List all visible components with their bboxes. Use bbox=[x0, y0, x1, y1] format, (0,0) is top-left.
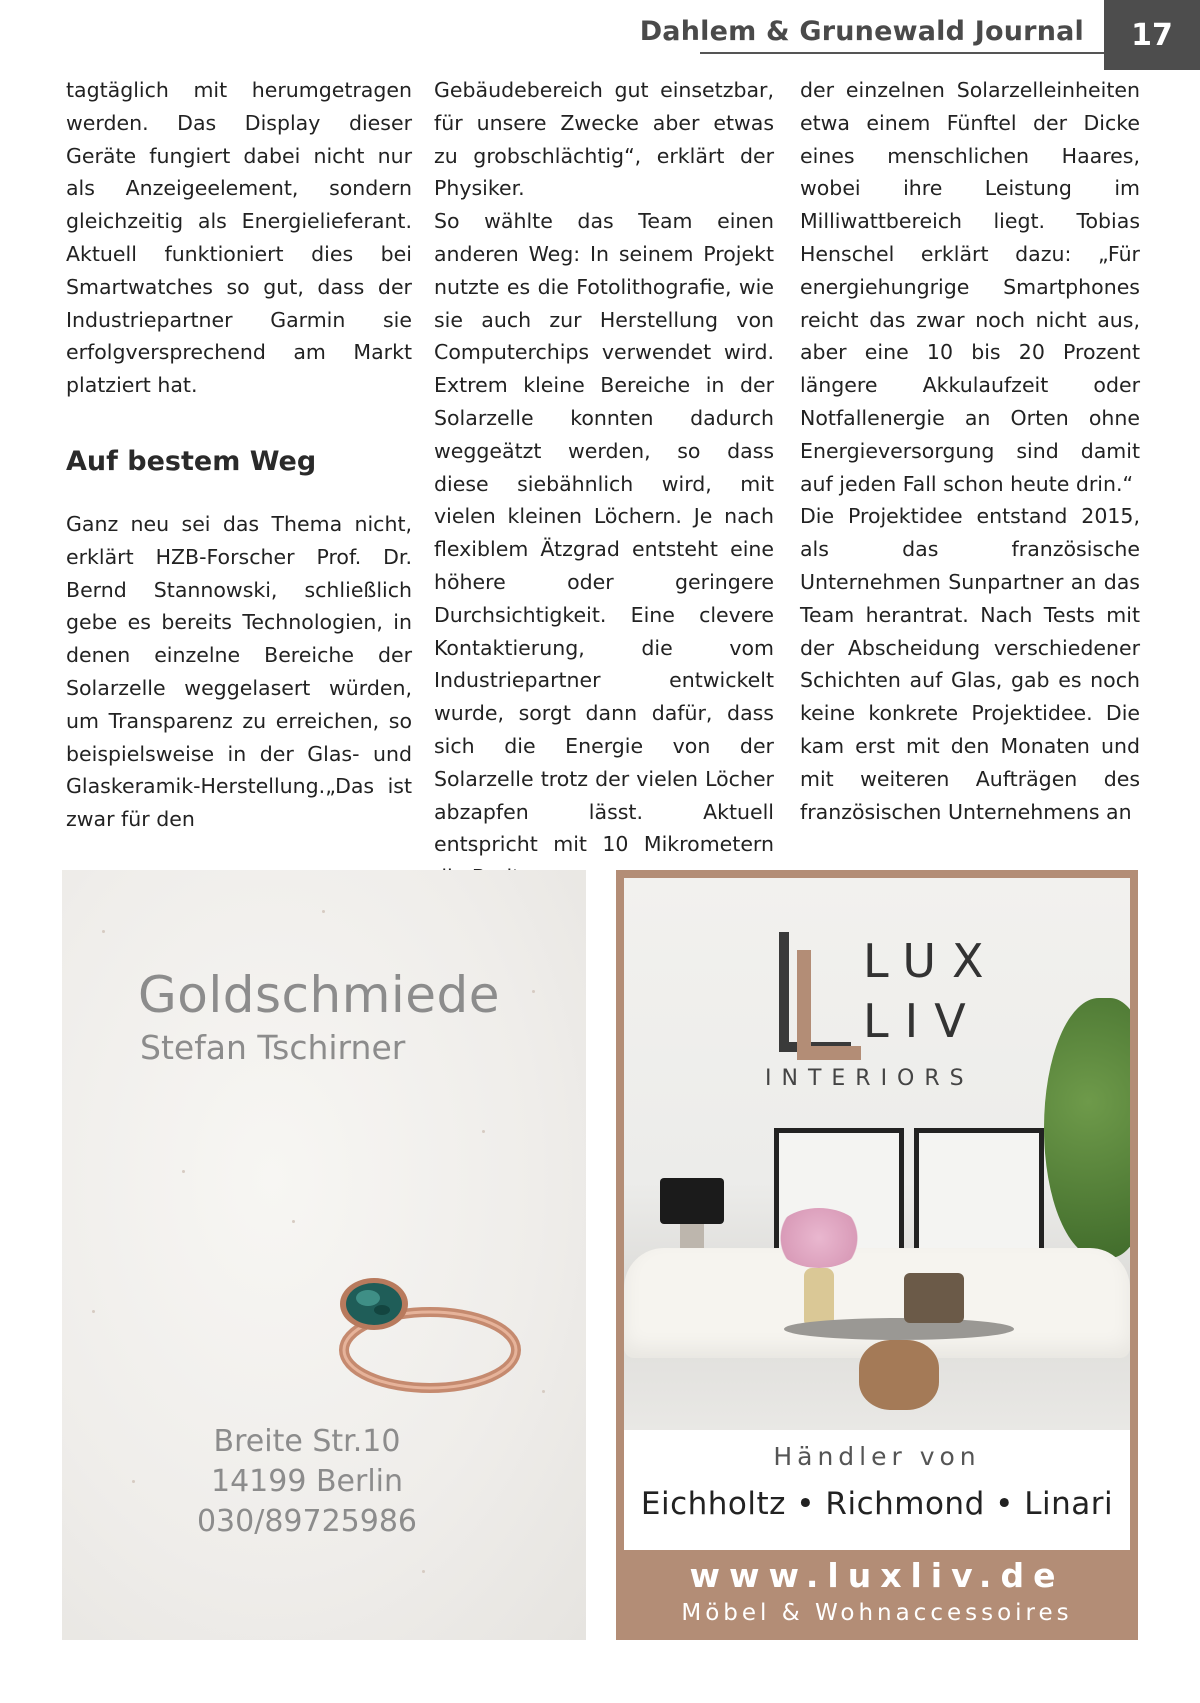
article-paragraph: Die Projektidee entstand 2015, als das französische Unternehmen Sunpartner an das Team herantrat. Nach Tests mit der Abscheidung verschiedener Schichten auf Glas, gab es noch keine konkrete Projektidee. Die kam erst mit den Monaten und mit weiteren Aufträgen des französischen Unternehmens an bbox=[800, 504, 1140, 824]
article-paragraph: der einzelnen Solarzelleinheiten etwa einem Fünftel der Dicke eines menschlichen Haares, wobei ihre Leistung im Milliwattbereich liegt. Tobias Henschel erklärt dazu: „Für energiehungrige Smartphones reicht das zwar noch nicht aus, aber eine 10 bis 20 Prozent längere Akkulaufzeit oder Notfallenergie an Orten ohne Energieversorgung sind damit auf jeden Fall schon heute drin.“ bbox=[800, 78, 1140, 496]
section-heading: Auf bestem Weg bbox=[66, 445, 317, 477]
phone-number: 030/89725986 bbox=[196, 1504, 418, 1539]
vase-icon bbox=[804, 1268, 834, 1328]
website-link[interactable]: www.luxliv.de bbox=[689, 1556, 1065, 1595]
decor-bowl bbox=[904, 1273, 964, 1323]
table-base bbox=[859, 1340, 939, 1410]
article-column-1 bbox=[66, 74, 412, 836]
decorative-speck bbox=[532, 990, 535, 993]
address-street: Breite Str.10 bbox=[213, 1424, 401, 1459]
goldschmiede-owner: Stefan Tschirner bbox=[140, 1028, 406, 1067]
decorative-speck bbox=[132, 1480, 135, 1483]
brand-list: Eichholtz • Richmond • Linari bbox=[640, 1486, 1114, 1522]
goldschmiede-title: Goldschmiede bbox=[138, 966, 501, 1024]
article-column-2 bbox=[434, 74, 774, 894]
decorative-speck bbox=[182, 1170, 185, 1173]
goldschmiede-advertisement bbox=[62, 870, 586, 1640]
logo-interiors: INTERIORS bbox=[765, 1066, 974, 1091]
decorative-speck bbox=[322, 910, 325, 913]
coffee-table bbox=[784, 1318, 1014, 1340]
luxliv-advertisement bbox=[616, 870, 1138, 1640]
journal-title: Dahlem & Grunewald Journal bbox=[639, 16, 1084, 47]
article-column-3 bbox=[800, 74, 1140, 828]
ring-image bbox=[312, 1264, 532, 1404]
decorative-speck bbox=[422, 1570, 425, 1573]
decorative-speck bbox=[292, 1220, 295, 1223]
logo-mark-inner bbox=[797, 950, 861, 1060]
decorative-speck bbox=[542, 1390, 545, 1393]
lamp-icon bbox=[660, 1178, 724, 1224]
header-divider bbox=[700, 52, 1104, 54]
address-city: 14199 Berlin bbox=[210, 1464, 404, 1499]
article-paragraph: Ganz neu sei das Thema nicht, erklärt HZB-Forscher Prof. Dr. Bernd Stannowski, schließlich gebe es bereits Technologien, in denen einzelne Bereiche der Solarzelle weggelasert würden, um Transparenz zu erreichen, so beispielsweise in der Glas- und Glaskeramik-Herstellung.„Das ist zwar für den bbox=[66, 511, 412, 832]
article-paragraph: So wählte das Team einen anderen Weg: In seinem Projekt nutzte es die Fotolithografie, wie sie auch zur Herstellung von Computerchips verwendet wird. Extrem kleine Bereiche in der Solarzelle konnten dadurch weggeätzt werden, so dass diese siebähnlich wird, mit vielen kleinen Löchern. Je nach flexiblem Ätzgrad entsteht eine höhere oder geringere Durchsichtigkeit. Eine clevere Kontaktierung, die vom Industriepartner entwickelt wurde, sorgt dann dafür, dass sich die Energie von der Solarzelle trotz der vielen Löcher abzapfen lässt. Aktuell entspricht mit 10 Mikrometern bbox=[434, 209, 774, 857]
logo-word-liv: LIV bbox=[863, 994, 982, 1048]
decorative-speck bbox=[482, 1130, 485, 1133]
page-number: 17 bbox=[1104, 0, 1200, 70]
decorative-speck bbox=[92, 1310, 95, 1313]
article-paragraph: tagtäglich mit herumgetragen werden. Das Display dieser Geräte fungiert dabei nicht nur als Anzeigeelement, sondern gleichzeitig als Energielieferant. Aktuell funktioniert dies bei Smartwatches so gut, dass der Industriepartner Garmin sie erfolgversprechend am Markt platziert hat. bbox=[66, 78, 412, 398]
goldschmiede-contact bbox=[182, 1422, 432, 1542]
luxliv-info bbox=[624, 1430, 1130, 1632]
decorative-speck bbox=[102, 930, 105, 933]
logo-word-lux: LUX bbox=[863, 934, 1000, 988]
luxliv-tagline: Möbel & Wohnaccessoires bbox=[681, 1600, 1073, 1626]
interior-photo bbox=[624, 878, 1130, 1430]
plant-icon bbox=[1044, 998, 1130, 1258]
article-paragraph: Gebäudebereich gut einsetzbar, für unsere Zwecke aber etwas zu grobschlächtig“, erklärt der Physiker. bbox=[434, 78, 774, 201]
luxliv-logo bbox=[765, 926, 1009, 1156]
dealer-label: Händler von bbox=[773, 1442, 981, 1471]
luxliv-footer-band bbox=[624, 1550, 1130, 1632]
flowers-icon bbox=[774, 1208, 864, 1268]
